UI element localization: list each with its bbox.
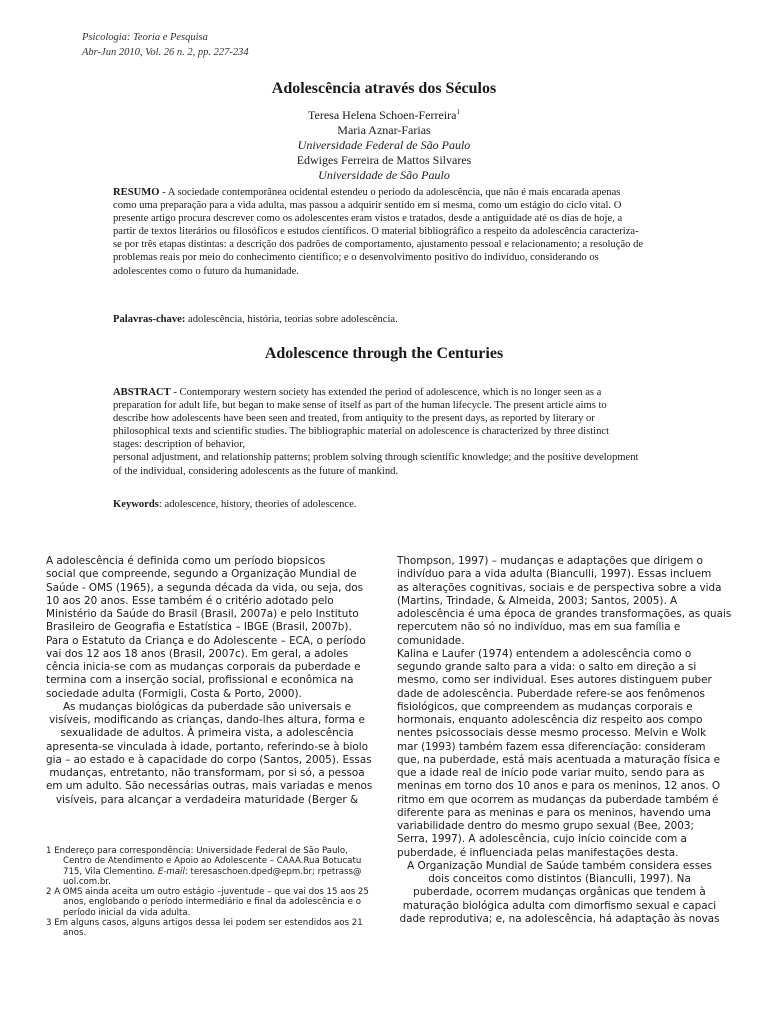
body-text-line: Thompson, 1997) – mudanças e adaptações que dirigem o bbox=[397, 555, 703, 567]
footnote-3-line: 3 Em alguns casos, alguns artigos dessa lei podem ser estendidos aos 21 bbox=[46, 918, 363, 929]
body-text-line: meninas em torno dos 10 anos e para os meninos, 12 anos. O bbox=[397, 780, 721, 793]
palavras-chave-label: Palavras-chave: bbox=[113, 314, 186, 325]
body-text-line: termina com a inserção social, profissional e econômica na bbox=[46, 674, 354, 687]
body-text-line: ritmo em que ocorrem as mudanças da puberdade também é bbox=[397, 793, 719, 806]
footnote-1-line: Centro de Atendimento e Apoio ao Adolescente – CAAA.Rua Botucatu bbox=[63, 856, 362, 867]
body-text-line: segundo grande salto para a vida: o salto em direção a si bbox=[397, 661, 697, 673]
body-text-line: hormonais, enquanto adolescência diz respeito aos compo bbox=[397, 714, 703, 726]
body-text-line: que a idade real de início pode variar muito, sendo para as bbox=[397, 767, 705, 779]
keywords bbox=[113, 499, 693, 510]
body-text-line: fisiológicos, que compreendem as mudanças corporais e bbox=[397, 700, 693, 713]
body-text-line: vai dos 12 aos 18 anos (Brasil, 2007c). Em geral, a adoles bbox=[46, 647, 349, 660]
body-text-line: apresenta-se vinculada à idade, portanto, referindo-se à biolo bbox=[46, 740, 368, 753]
footnote-1-line: uol.com.br. bbox=[63, 876, 111, 887]
footnote-3-line: anos. bbox=[63, 928, 87, 939]
footnote-1-line bbox=[46, 867, 376, 877]
abstract-line: - Contemporary western society has extended the period of adolescence, which is no longer seen as a bbox=[170, 387, 602, 398]
author-affiliation: Universidade Federal de São Paulo bbox=[297, 138, 471, 152]
body-text-line: (Martins, Trindade, & Almeida, 2003; Santos, 2005). A bbox=[397, 594, 678, 607]
body-text-line: dade de adolescência. Puberdade refere-se aos fenômenos bbox=[397, 687, 705, 700]
body-text-line: dois conceitos como distintos (Bianculli, 1997). Na bbox=[428, 873, 691, 885]
body-text-line: mesmo, como ser individual. Eses autores distinguem puber bbox=[397, 674, 712, 687]
footnote-1-line: 1 Endereço para correspondência: Universidade Federal de São Paulo, bbox=[46, 846, 348, 856]
body-text-line: comunidade. bbox=[397, 634, 465, 647]
body-text-line: As mudanças biológicas da puberdade são universais e bbox=[62, 700, 352, 713]
resumo-block bbox=[113, 186, 693, 278]
body-text-line: puberdade, ocorrem mudanças orgânicas que tendem à bbox=[413, 886, 706, 899]
palavras-chave bbox=[113, 314, 693, 325]
body-text-line: dade reprodutiva; e, na adolescência, há adaptação às novas bbox=[399, 912, 720, 925]
body-text-line: puberdade, é influenciada pelas manifestações desta. bbox=[397, 846, 679, 859]
body-text-line: A adolescência é definida como um período biopsicos bbox=[46, 555, 326, 567]
body-text-line: Kalina e Laufer (1974) entendem a adolescência como o bbox=[397, 647, 692, 660]
resumo-label: RESUMO bbox=[113, 187, 160, 198]
footnotes bbox=[46, 846, 376, 939]
body-text-line: Ministério da Saúde do Brasil (Brasil, 2007a) e pelo Instituto bbox=[46, 608, 359, 620]
author-affiliation: Universidade de São Paulo bbox=[318, 168, 450, 182]
keywords-label: Keywords bbox=[113, 499, 159, 510]
footnote-2-line: 2 A OMS ainda aceita um outro estágio –juventude – que vai dos 15 aos 25 bbox=[46, 887, 369, 898]
resumo-line: partir de textos literários ou filosóficos e estudos científicos. O material bibliográfico a respeito da adolescência caracteriza- bbox=[113, 226, 639, 238]
body-text-line: as alterações cognitivas, sociais e de perspectiva sobre a vida bbox=[397, 581, 722, 594]
abstract-line: describe how adolescents have been seen and treated, from antiquity to the present days, as reported by literary or bbox=[113, 413, 595, 425]
abstract-label: ABSTRACT bbox=[113, 387, 171, 398]
palavras-chave-text: adolescência, história, teorias sobre adolescência. bbox=[185, 314, 398, 325]
body-text-line: mar (1993) também fazem essa diferenciação: consideram bbox=[397, 740, 706, 753]
title-english: Adolescence through the Centuries bbox=[264, 345, 504, 362]
journal-name: Psicologia: Teoria e Pesquisa bbox=[82, 32, 208, 43]
body-text-line: que, na puberdade, está mais acentuada a maturação física e bbox=[397, 753, 721, 766]
resumo-line: presente artigo procura descrever como os adolescentes eram vistos e tratados, desde a antiguidade até os dias de hoje, a bbox=[113, 213, 623, 225]
body-text-line: mudanças, entretanto, não transformam, por si só, a pessoa bbox=[49, 767, 365, 779]
body-text-line: visíveis, para alcançar a verdadeira maturidade (Berger & bbox=[55, 793, 359, 806]
author-name: Edwiges Ferreira de Mattos Silvares bbox=[296, 153, 472, 167]
footnote-1-email: : teresaschoen.dped@epm.br; rpetrass@ bbox=[184, 866, 362, 877]
resumo-line: adolescentes como o futuro da humanidade. bbox=[113, 265, 299, 277]
body-text-line: A Organização Mundial de Saúde também considera esses bbox=[407, 859, 712, 872]
body-left-column bbox=[46, 555, 373, 807]
body-text-line: em um adulto. São necessárias outras, mais variadas e menos bbox=[46, 780, 373, 793]
author-name: Teresa Helena Schoen-Ferreira$^1$ bbox=[308, 108, 460, 122]
body-text-line: Saúde - OMS (1965), a segunda década da vida, ou seja, dos bbox=[46, 581, 364, 594]
abstract-line: preparation for adult life, but began to make sense of itself as part of the human lifecycle. The present article aims to bbox=[113, 400, 607, 412]
resumo-line: se por três etapas distintas: a descrição dos padrões de comportamento, ajustamento pessoal e relacionamento; a resolução de bbox=[113, 239, 644, 251]
body-text-line: social que compreende, segundo a Organização Mundial de bbox=[46, 568, 357, 581]
body-text-line: variabilidade dentro do mesmo grupo sexual (Bee, 2003; bbox=[397, 820, 695, 832]
body-text-line: visíveis, modificando as crianças, dando-lhes altura, forma e bbox=[49, 714, 365, 726]
footnote-2-line: anos, englobando o período intermediário e final da adolescência e o bbox=[63, 897, 361, 908]
resumo-line: como uma preparação para a vida adulta, mas passou a adquirir sentido em si mesma, como um estágio do ciclo vital. O bbox=[113, 200, 622, 212]
author-name: Maria Aznar-Farias bbox=[337, 123, 431, 137]
abstract-line: philosophical texts and scientific studies. The bibliographic material on adolescence is characterized by three distinct bbox=[113, 426, 610, 438]
resumo-line: problemas reais por meio do conhecimento científico; e o desenvolvimento positivo do indivíduo, considerando os bbox=[113, 252, 599, 264]
body-text-line: maturação biológica adulta com dimorfismo sexual e capaci bbox=[402, 899, 717, 912]
body-text-line: Brasileiro de Geografia e Estatística – IBGE (Brasil, 2007b). bbox=[46, 621, 352, 634]
body-text-line: cência inicia-se com as mudanças corporais da puberdade e bbox=[46, 661, 361, 673]
body-text-line: repercutem não só no indivíduo, mas em sua família e bbox=[397, 621, 681, 634]
footnote-marker: 1 bbox=[456, 108, 460, 116]
body-text-line: adolescência é uma época de grandes transformações, as quais bbox=[397, 608, 732, 620]
journal-issue: Abr-Jun 2010, Vol. 26 n. 2, pp. 227-234 bbox=[82, 47, 249, 58]
body-text-line: indivíduo para a vida adulta (Bianculli, 1997). Essas incluem bbox=[397, 568, 712, 581]
journal-header bbox=[82, 30, 249, 60]
body-text-line: Serra, 1997). A adolescência, cujo início coincide com a bbox=[397, 833, 687, 846]
body-right-column bbox=[397, 555, 732, 926]
authors-block bbox=[0, 108, 768, 183]
title-portuguese: Adolescência através dos Séculos bbox=[271, 80, 497, 97]
body-text-line: 10 aos 20 anos. Esse também é o critério adotado pelo bbox=[46, 594, 334, 607]
footnote-1-email-label: E-mail bbox=[157, 866, 185, 877]
resumo-line: - A sociedade contemporânea ocidental estendeu o período da adolescência, que não é mais encarada apenas bbox=[159, 187, 621, 198]
abstract-line: of the individual, considering adolescents as the future of mankind. bbox=[113, 465, 399, 477]
abstract-line: stages: description of behavior, bbox=[113, 439, 245, 451]
footnote-1-address: 715, Vila Clementino. bbox=[63, 866, 158, 877]
body-text-line: gia – ao estado e à capacidade do corpo (Santos, 2005). Essas bbox=[46, 753, 372, 766]
body-text-line: Para o Estatuto da Criança e do Adolescente – ECA, o período bbox=[46, 634, 366, 647]
body-text-line: nentes psicossociais desse mesmo processo. Melvin e Wolk bbox=[397, 727, 707, 740]
keywords-text: : adolescence, history, theories of adolescence. bbox=[158, 499, 357, 510]
abstract-block bbox=[113, 386, 693, 478]
abstract-line: personal adjustment, and relationship patterns; problem solving through scientific knowledge; and the positive development bbox=[113, 452, 639, 464]
body-text-line: sexualidade de adultos. À primeira vista, a adolescência bbox=[60, 727, 354, 740]
body-text-line: sociedade adulta (Formigli, Costa & Porto, 2000). bbox=[46, 687, 302, 700]
body-text-line: diferente para as meninas e para os meninos, havendo uma bbox=[397, 806, 712, 819]
footnote-2-line: período inicial da vida adulta. bbox=[63, 907, 191, 918]
